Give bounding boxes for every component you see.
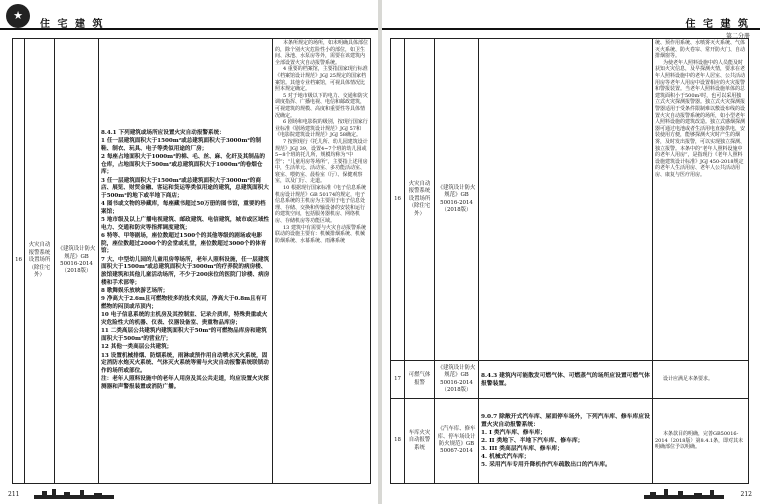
- table-row: [391, 39, 749, 361]
- table-row: [391, 399, 749, 484]
- regulation-line: 3 任一层建筑面积大于1500m²或总建筑面积大于3000m²的商店、展览、财贸金融、客运和货运等类似用途的建筑，总建筑面积大于500m²的地下或半地下商店；: [101, 177, 269, 199]
- notes-text: [655, 431, 746, 451]
- row-standard: 《建筑设计防火规范》GB 50016-2014（2018版）: [435, 361, 479, 399]
- note-line: 本条款目的明确，完善GB50016-2014（2018版）第8.4.1条，即对其未明确部位予以明确。: [655, 431, 744, 451]
- row-number: 16: [13, 39, 25, 484]
- row-notes: [653, 361, 749, 399]
- regulation-line: 8 歌舞娱乐放映游艺场所；: [101, 287, 169, 294]
- regulation-line: 2. II 类地下、半地下汽车库、修车库；: [481, 438, 584, 444]
- regulation-line: 13 设置机械排烟、防烟系统，雨淋或预作用自动喷水灭火系统，固定消防水炮灭火系统、气体灭火系统等需与火灾自动报警系统联锁动作的场所或部位。: [101, 352, 269, 374]
- regulation-line: 8.4.1 下列建筑或场所应设置火灾自动报警系统：: [101, 129, 225, 136]
- regulation-line: 5. 采用汽车专用升降机作汽车疏散出口的汽车库。: [481, 462, 611, 468]
- note-line: 4 重要的档案馆，主要指国家现行标准《档案馆设计规范》JGJ 25规定的国家档案馆。其他专业档案馆，可视具体情况比照本规定确定。: [275, 66, 368, 93]
- note-line: 本条所规定的场所，如未明确具体部位的，除个别火灾危险性小的部位，如卫生间、泳池、水泵房等外，需要在该建筑内全部设置火灾自动报警系统。: [275, 40, 369, 66]
- row-item: 火灾自动报警系统设置场所（除住宅外）: [25, 39, 55, 484]
- regulation-text: 8.4.3 建筑内可能散发可燃气体、可燃蒸气的场所应设置可燃气体报警装置。: [481, 372, 650, 387]
- row-regulation: [479, 399, 653, 484]
- left-header-title: 住 宅 建 筑: [40, 19, 105, 30]
- left-page-number: 211: [8, 491, 20, 498]
- regulation-text: [101, 130, 270, 392]
- regulation-line: 1. I 类汽车库、修车库；: [481, 430, 546, 436]
- row-notes: [653, 399, 749, 484]
- regulation-line: 1 任一层建筑面积大于1500m²或总建筑面积大于3000m²的制鞋、制衣、玩具、电子等类似用途的厂房；: [101, 138, 261, 152]
- regulation-line: 注：老年人照料设施中的老年人用房及其公共走道，均应设置火灾探测器和声警报装置或消防广播。: [101, 376, 269, 390]
- note-line: 7 按照现行《托儿所、幼儿园建筑设计规范》JGJ 39，设置4~7个班的幼儿园或5~8个班的托儿所，规模均称为“中型”；“儿童用房等场所”，主要指上述用房中，生活单元、活动室、多功能活动室、寝室、喂奶室、晨检室（厅）、保健观察室，以及门厅、走道。: [275, 138, 368, 185]
- row-number: 17: [391, 361, 405, 399]
- row-item: 可燃气体报警: [405, 361, 435, 399]
- table-row: [391, 361, 749, 399]
- row-regulation: [479, 361, 653, 399]
- note-line: 5 对于地市级以下的电力、交通和防灾调度指挥、广播电视、电信和邮政建筑，可视建筑的规模、高度和重要性等具体情况确定。: [275, 92, 368, 119]
- row-notes: [273, 39, 371, 484]
- left-regulation-table: [12, 38, 371, 484]
- row-notes: [653, 39, 749, 361]
- regulation-line: 7 大、中型幼儿园的儿童用房等场所，老年人照料设施，任一层建筑面积大于1500m²或总建筑面积大于3000m²的疗养院的病房楼、旅馆建筑和其他儿童活动场所，不少于200床位的医院门诊楼、病房楼和手术部等；: [101, 256, 270, 286]
- regulation-line: 9 净高大于2.6m且可燃物较多的技术夹层，净高大于0.8m且有可燃物的闷顶或吊顶内；: [101, 296, 267, 310]
- left-page: [0, 0, 378, 504]
- regulation-text: [481, 413, 650, 469]
- notes-text: [275, 40, 368, 244]
- row-regulation: [99, 39, 273, 484]
- note-line: 为使老年人照料设施中的人员能及时获知火灾信息，及早探测火情，要求在老年人照料设施中的老年人居室、公共活动用房等老年人用房中设置相应的火灾报警和警报装置。当老年人照料设施单体的总建筑面积小于500m²时，也可以采用独立式火灾探测报警器。独立式火灾探测报警器适用于受条件限制难以敷设布线的设置火灾自动报警系统的场所，如小型老年人照料设施的建筑改造。独立式感烟探测器可通过电池或者生活用电直接供电，安装使用方便，能够探测火灾时产生的烟雾，及时发出报警，可以实现独立探测、独立报警。本条中的“老年人照料设施中的老年人用房”，是指现行《老年人照料设施建筑设计标准》JGJ 450-2018规定的老年人生活用房、老年人公共活动用房、康复与医疗用房。: [655, 59, 746, 178]
- row-standard: 《建筑设计防火规范》GB 50016-2014（2018版）: [55, 39, 99, 484]
- note-line: 设计应满足本条要求。: [663, 376, 714, 383]
- row-number: 18: [391, 399, 405, 484]
- row-standard: 《建筑设计防火规范》GB 50016-2014（2018版）: [435, 39, 479, 361]
- regulation-line: 9.0.7 除敞开式汽车库、屋面停车场外，下列汽车库、修车库应设置火灾自动报警系统：: [481, 414, 650, 428]
- part-label: 第二分册: [725, 33, 750, 40]
- regulation-line: 5 地市级及以上广播电视建筑、邮政建筑、电信建筑，城市或区域性电力、交通和防灾等指挥调度建筑；: [101, 217, 270, 231]
- regulation-line: 4. 机械式汽车库；: [481, 454, 530, 460]
- row-number: 16: [391, 39, 405, 361]
- table-row: [13, 39, 371, 484]
- regulation-line: 10 电子信息系统的主机房及其控制室、记录介质库，特殊贵重或火灾危险性大的机器、仪表、仪器设备室、贵重物品库房；: [101, 312, 268, 326]
- regulation-line: 2 每座占地面积大于1000m²的棉、毛、丝、麻、化纤及其制品的仓库，占地面积大于500m²或总建筑面积大于1000m²的卷烟仓库；: [101, 154, 266, 176]
- regulation-line: 11 二类高层公共建筑内建筑面积大于50m²的可燃物品库房和建筑面积大于500m²的营业厅；: [101, 328, 267, 342]
- left-page-header: [0, 0, 378, 36]
- right-page: [382, 0, 760, 504]
- skyline-icon: [644, 489, 724, 499]
- regulation-line: 6 特等、甲等剧场，座位数超过1500个的其他等级的剧场或电影院，座位数超过2000个的会堂或礼堂，座位数超过3000个的体育馆；: [101, 233, 267, 255]
- row-regulation: [479, 39, 653, 361]
- skyline-icon: [34, 489, 114, 499]
- notes-text: [655, 376, 746, 383]
- regulation-line: 12 其他一类高层公共建筑；: [101, 344, 173, 351]
- row-item: 火灾自动报警系统设置场所（除住宅外）: [405, 39, 435, 361]
- note-line: 13 建筑中有需要与火灾自动报警系统联动的设施主要有：机械排烟系统、机械防烟系统、水幕系统、雨淋系统: [275, 224, 366, 244]
- right-page-number: 212: [740, 491, 752, 498]
- regulation-line: 3. III 类高层汽车库、修车库；: [481, 446, 563, 452]
- regulation-line: 4 图书或文物的珍藏库，每座藏书超过50万册的图书馆，重要的档案馆；: [101, 201, 266, 215]
- note-line: 6 剧场和电影院的级别，按现行国家行业标准《剧场建筑设计规范》JGJ 57和《电影院建筑设计规范》JGJ 58确定。: [275, 119, 368, 139]
- row-item: 车库火灾自动报警系统: [405, 399, 435, 484]
- note-line: 10 根据现行国家标准《电子信息系统机房设计规范》GB 50174的规定，电子信息系统的主机房为主要用于电子信息处理、存储、交换和传输设备的安装和运行的建筑空间，包括服务器机房、网络机房、存储机房等功能区域。: [275, 185, 366, 225]
- notes-text: [655, 40, 746, 178]
- right-regulation-table: [390, 38, 749, 484]
- note-line: 统、预作用系统、水喷雾灭火系统、气体灭火系统、防火卷帘、常开防火门、自动排烟窗等。: [655, 40, 746, 60]
- row-standard: 《汽车库、修车库、停车场设计防火规范》GB 50067-2014: [435, 399, 479, 484]
- right-header-title: 住 宅 建 筑: [685, 19, 750, 30]
- emblem-icon: ★: [6, 4, 30, 28]
- right-page-header: [382, 0, 760, 40]
